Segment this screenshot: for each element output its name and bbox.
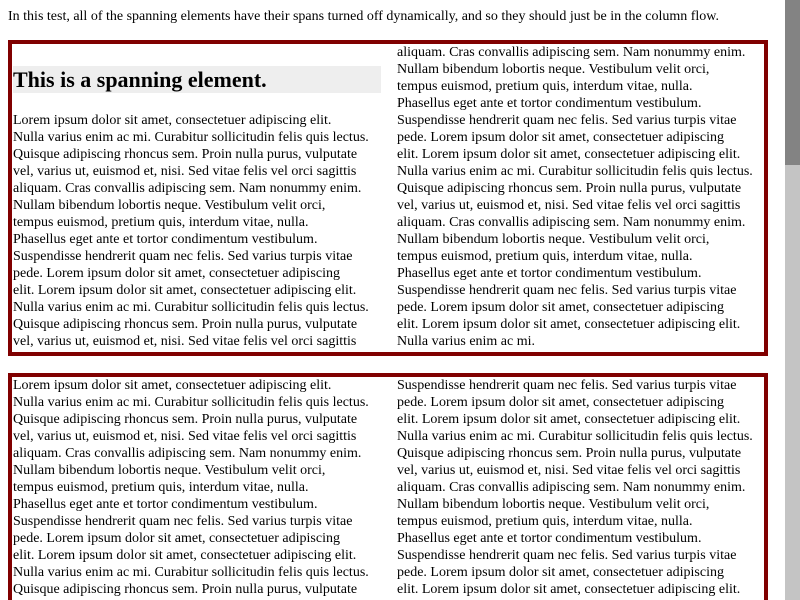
text-line: aliquam. Cras convallis adipiscing sem. Nam nonummy enim. xyxy=(13,446,362,461)
text-line: pede. Lorem ipsum dolor sit amet, consectetuer adipiscing xyxy=(13,266,340,281)
text-line: aliquam. Cras convallis adipiscing sem. Nam nonummy enim. xyxy=(397,480,746,495)
text-line: Nullam bibendum lobortis neque. Vestibulum velit orci, xyxy=(397,497,710,512)
text-line: Nulla varius enim ac mi. Curabitur sollicitudin felis quis lectus. xyxy=(397,164,753,179)
text-line: Nulla varius enim ac mi. Curabitur sollicitudin felis quis lectus. xyxy=(13,565,369,580)
box2-left-column xyxy=(13,377,381,598)
text-line: Nullam bibendum lobortis neque. Vestibulum velit orci, xyxy=(13,198,326,213)
text-line: pede. Lorem ipsum dolor sit amet, consectetuer adipiscing xyxy=(397,395,724,410)
text-line: Nulla varius enim ac mi. Curabitur sollicitudin felis quis lectus. xyxy=(13,395,369,410)
text-line: vel, varius ut, euismod et, nisi. Sed vitae felis vel orci sagittis xyxy=(13,334,357,349)
text-line: Suspendisse hendrerit quam nec felis. Sed varius turpis vitae xyxy=(397,548,737,563)
text-line: Suspendisse hendrerit quam nec felis. Sed varius turpis vitae xyxy=(397,378,737,393)
text-line: Quisque adipiscing rhoncus sem. Proin nulla purus, vulputate xyxy=(397,181,742,196)
multicol-box-2 xyxy=(8,373,768,600)
text-line: Nulla varius enim ac mi. Curabitur sollicitudin felis quis lectus. xyxy=(13,130,369,145)
text-line: Suspendisse hendrerit quam nec felis. Sed varius turpis vitae xyxy=(397,283,737,298)
text-line: vel, varius ut, euismod et, nisi. Sed vitae felis vel orci sagittis xyxy=(397,463,741,478)
text-line: aliquam. Cras convallis adipiscing sem. Nam nonummy enim. xyxy=(13,181,362,196)
text-line: elit. Lorem ipsum dolor sit amet, consectetuer adipiscing elit. xyxy=(13,283,357,298)
text-line: Phasellus eget ante et tortor condimentum vestibulum. xyxy=(397,266,702,281)
text-line: aliquam. Cras convallis adipiscing sem. Nam nonummy enim. xyxy=(397,215,746,230)
text-line: Lorem ipsum dolor sit amet, consectetuer adipiscing elit. xyxy=(13,113,332,128)
text-line: Phasellus eget ante et tortor condimentum vestibulum. xyxy=(13,232,318,247)
text-line: tempus euismod, pretium quis, interdum vitae, nulla. xyxy=(13,480,309,495)
intro-text: In this test, all of the spanning elements have their spans turned off dynamically, and so they should just be in the column flow. xyxy=(8,9,720,24)
text-line: tempus euismod, pretium quis, interdum vitae, nulla. xyxy=(13,215,309,230)
box1-left-column xyxy=(13,44,381,350)
text-line: elit. Lorem ipsum dolor sit amet, consectetuer adipiscing elit. xyxy=(397,412,741,427)
text-line: Quisque adipiscing rhoncus sem. Proin nulla purus, vulputate xyxy=(13,147,358,162)
text-line: pede. Lorem ipsum dolor sit amet, consectetuer adipiscing xyxy=(397,565,724,580)
text-line: Nullam bibendum lobortis neque. Vestibulum velit orci, xyxy=(397,232,710,247)
text-line: Suspendisse hendrerit quam nec felis. Sed varius turpis vitae xyxy=(13,514,353,529)
vertical-scrollbar[interactable] xyxy=(785,0,800,600)
text-line: aliquam. Cras convallis adipiscing sem. Nam nonummy enim. xyxy=(397,45,746,60)
text-line: Suspendisse hendrerit quam nec felis. Sed varius turpis vitae xyxy=(13,249,353,264)
text-line: Suspendisse hendrerit quam nec felis. Sed varius turpis vitae xyxy=(397,113,737,128)
text-line: Phasellus eget ante et tortor condimentum vestibulum. xyxy=(397,531,702,546)
box1-right-column xyxy=(397,44,765,350)
text-line: pede. Lorem ipsum dolor sit amet, consectetuer adipiscing xyxy=(397,130,724,145)
box2-right-column xyxy=(397,377,765,598)
text-line: Quisque adipiscing rhoncus sem. Proin nulla purus, vulputate xyxy=(13,582,358,597)
text-line: Nulla varius enim ac mi. Curabitur sollicitudin felis quis lectus. xyxy=(397,429,753,444)
text-line: elit. Lorem ipsum dolor sit amet, consectetuer adipiscing elit. xyxy=(397,317,741,332)
scrollbar-thumb[interactable] xyxy=(785,0,800,165)
text-line: elit. Lorem ipsum dolor sit amet, consectetuer adipiscing elit. xyxy=(13,548,357,563)
multicol-box-1 xyxy=(8,40,768,356)
text-line: Phasellus eget ante et tortor condimentum vestibulum. xyxy=(13,497,318,512)
text-line: Nulla varius enim ac mi. xyxy=(397,334,536,349)
text-line: Phasellus eget ante et tortor condimentum vestibulum. xyxy=(397,96,702,111)
text-line: Lorem ipsum dolor sit amet, consectetuer adipiscing elit. xyxy=(13,378,332,393)
text-line: Quisque adipiscing rhoncus sem. Proin nulla purus, vulputate xyxy=(397,446,742,461)
text-line: tempus euismod, pretium quis, interdum vitae, nulla. xyxy=(397,249,693,264)
text-line: Nulla varius enim ac mi. Curabitur sollicitudin felis quis lectus. xyxy=(13,300,369,315)
text-line: Quisque adipiscing rhoncus sem. Proin nulla purus, vulputate xyxy=(13,317,358,332)
text-line: vel, varius ut, euismod et, nisi. Sed vitae felis vel orci sagittis xyxy=(397,198,741,213)
text-line: elit. Lorem ipsum dolor sit amet, consectetuer adipiscing elit. xyxy=(397,582,741,597)
text-line: vel, varius ut, euismod et, nisi. Sed vitae felis vel orci sagittis xyxy=(13,164,357,179)
text-line: pede. Lorem ipsum dolor sit amet, consectetuer adipiscing xyxy=(13,531,340,546)
text-line: Nullam bibendum lobortis neque. Vestibulum velit orci, xyxy=(397,62,710,77)
text-line: tempus euismod, pretium quis, interdum vitae, nulla. xyxy=(397,514,693,529)
text-line: Quisque adipiscing rhoncus sem. Proin nulla purus, vulputate xyxy=(13,412,358,427)
text-line: vel, varius ut, euismod et, nisi. Sed vitae felis vel orci sagittis xyxy=(13,429,357,444)
text-line: elit. Lorem ipsum dolor sit amet, consectetuer adipiscing elit. xyxy=(397,147,741,162)
text-line: tempus euismod, pretium quis, interdum vitae, nulla. xyxy=(397,79,693,94)
box1-left-column-text xyxy=(13,112,381,350)
text-line: Nullam bibendum lobortis neque. Vestibulum velit orci, xyxy=(13,463,326,478)
spanning-heading: This is a spanning element. xyxy=(13,66,381,93)
text-line: pede. Lorem ipsum dolor sit amet, consectetuer adipiscing xyxy=(397,300,724,315)
